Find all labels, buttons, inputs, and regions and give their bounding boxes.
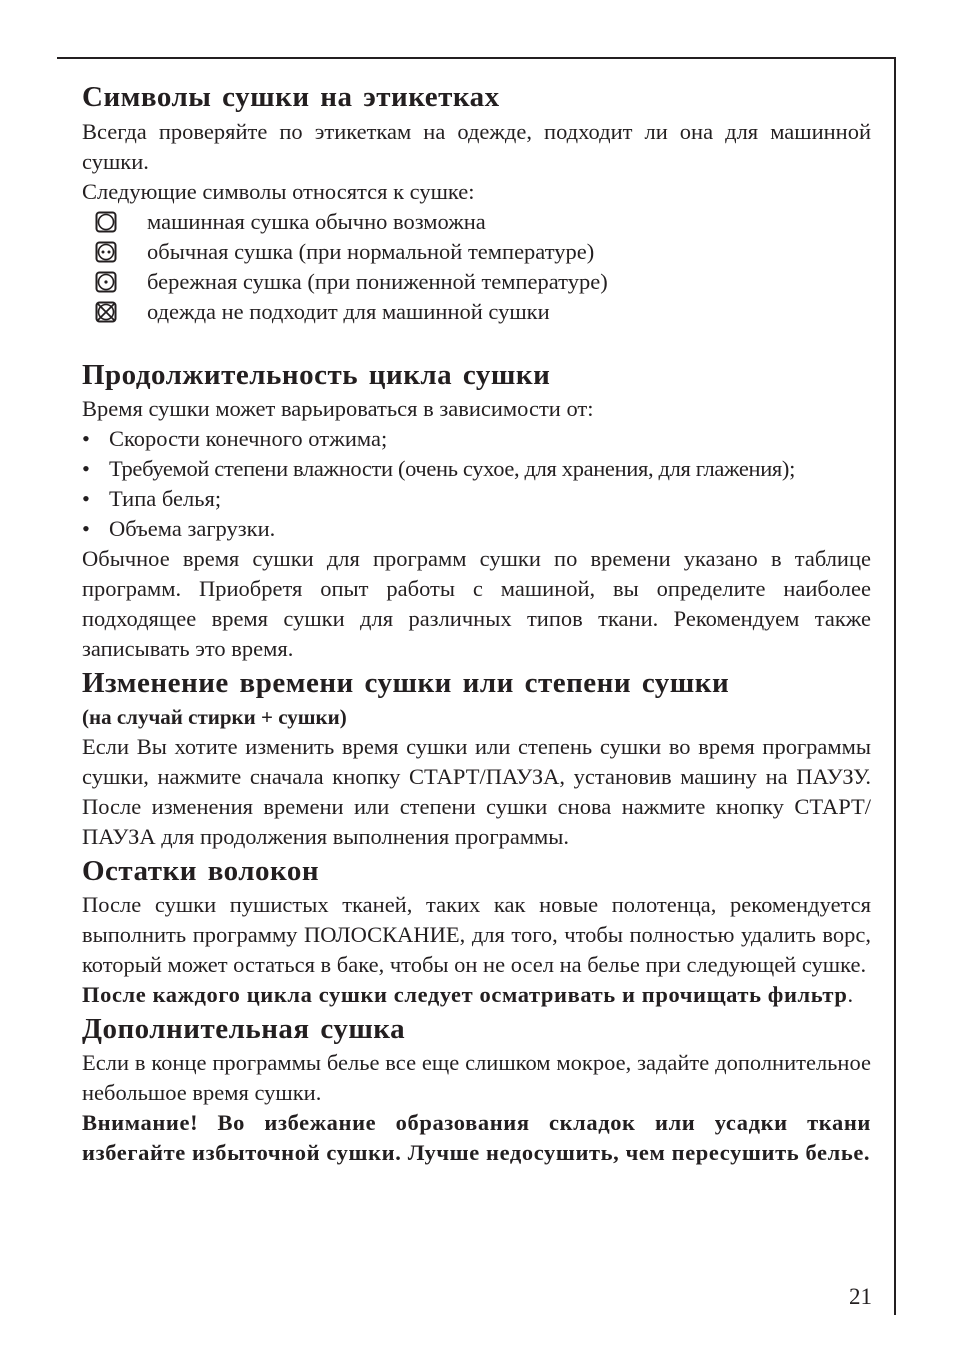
heading-extra-drying: Дополнительная сушка xyxy=(82,1013,406,1045)
symbol-item xyxy=(82,297,871,327)
tumble-dry-normal-icon xyxy=(95,241,117,263)
right-rule xyxy=(894,57,896,1315)
list-item xyxy=(82,484,871,514)
extra-body: Если в конце программы белье все еще слишком мокрое, задайте дополнительное небольшое время сушки. xyxy=(82,1050,871,1105)
lint-note-text: После каждого цикла сушки следует осматривать и прочищать фильтр xyxy=(82,982,848,1007)
section-drying-symbols xyxy=(82,78,871,327)
page-number: 21 xyxy=(849,1284,872,1309)
change-body: Если Вы хотите изменить время сушки или степень сушки во время программы сушки, нажмите сначала кнопку СТАРТ/ПАУЗА, установив машину на ПАУЗУ. После изменения времени или степени сушки снова нажмите кнопку СТАРТ/ПАУЗА для продолжения выполнения программы. xyxy=(82,734,871,849)
section-lint-residue xyxy=(82,852,871,1010)
symbol-label: одежда не подходит для машинной сушки xyxy=(147,299,550,324)
symbol-item xyxy=(82,207,871,237)
symbol-item xyxy=(82,237,871,267)
section-cycle-duration xyxy=(82,356,871,664)
tumble-dry-icon xyxy=(95,211,117,233)
symbol-label: бережная сушка (при пониженной температуре) xyxy=(147,269,608,294)
symbols-intro: Всегда проверяйте по этикеткам на одежде, подходит ли она для машинной сушки. xyxy=(82,119,871,174)
heading-lint-residue: Остатки волокон xyxy=(82,855,320,887)
heading-drying-symbols: Символы сушки на этикетках xyxy=(82,81,500,113)
lint-body: После сушки пушистых тканей, таких как новые полотенца, рекомендуется выполнить программу ПОЛОСКАНИЕ, для того, чтобы полностью удалить ворс, который может остаться в баке, чтобы он не осел на белье при следующей сушке. xyxy=(82,892,871,977)
do-not-tumble-dry-icon xyxy=(95,301,117,323)
bullet-marker: • xyxy=(82,486,90,511)
symbol-label: машинная сушка обычно возможна xyxy=(147,209,486,234)
heading-change-drying: Изменение времени сушки или степени сушки xyxy=(82,667,730,699)
bullet-marker: • xyxy=(82,456,90,481)
duration-body: Обычное время сушки для программ сушки по времени указано в таблице программ. Приобретя опыт работы с машиной, вы определите наиболее подходящее время сушки для различных типов ткани. Рекомендуем также записывать это время. xyxy=(82,546,871,661)
change-subheading: (на случай стирки + сушки) xyxy=(82,705,347,729)
bullet-marker: • xyxy=(82,426,90,451)
symbols-lead: Следующие символы относятся к сушке: xyxy=(82,179,475,204)
heading-cycle-duration: Продолжительность цикла сушки xyxy=(82,359,551,391)
list-item xyxy=(82,454,871,484)
bullet-text: Требуемой степени влажности (очень сухое, для хранения, для глажения); xyxy=(109,456,795,481)
bullet-marker: • xyxy=(82,516,90,541)
lint-note xyxy=(82,980,871,1010)
bullet-text: Типа белья; xyxy=(109,486,222,511)
bullet-text: Скорости конечного отжима; xyxy=(109,426,388,451)
page-content xyxy=(82,78,871,1168)
list-item xyxy=(82,514,871,544)
section-extra-drying xyxy=(82,1010,871,1168)
list-item xyxy=(82,424,871,454)
duration-bullets xyxy=(82,424,871,544)
symbol-item xyxy=(82,267,871,297)
section-change-drying xyxy=(82,664,871,852)
extra-warning: Внимание! Во избежание образования складок или усадки ткани избегайте избыточной сушки. Лучше недосушить, чем пересушить белье. xyxy=(82,1110,871,1165)
duration-intro: Время сушки может варьироваться в зависимости от: xyxy=(82,396,594,421)
top-rule xyxy=(57,57,896,59)
symbol-label: обычная сушка (при нормальной температуре) xyxy=(147,239,595,264)
tumble-dry-low-icon xyxy=(95,271,117,293)
lint-note-period: . xyxy=(847,982,854,1007)
symbols-list xyxy=(82,207,871,327)
bullet-text: Объема загрузки. xyxy=(109,516,276,541)
